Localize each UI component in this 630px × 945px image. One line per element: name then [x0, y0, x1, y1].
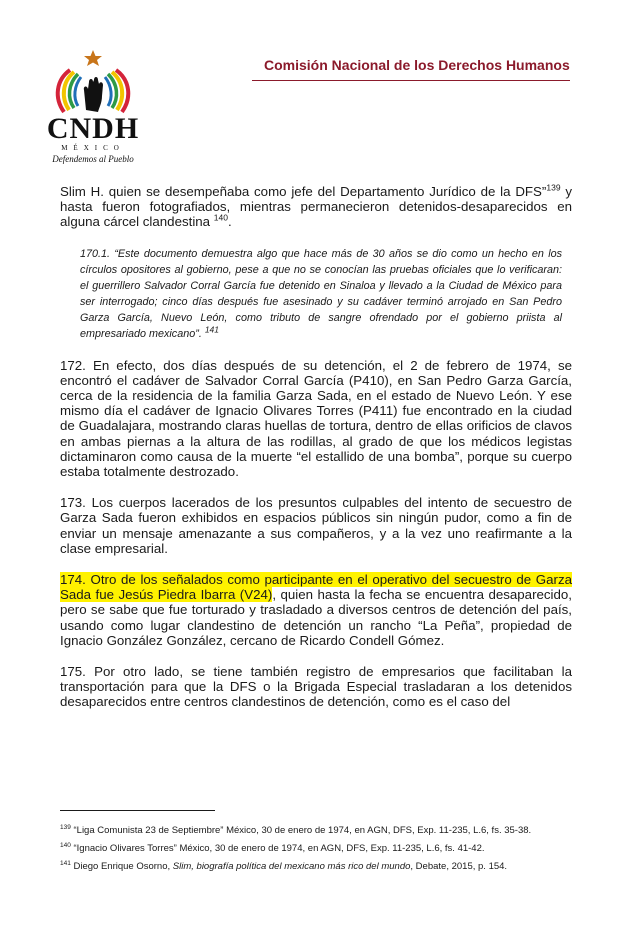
logo-country: MÉXICO: [61, 144, 125, 152]
cndh-logo: [34, 48, 154, 172]
quote-text: 170.1. “Este documento demuestra algo que hace más de 30 años se dio como un hecho en los círculos opositores al gobierno, pese a que no se conocían las pruebas oficiales que lo verificaran: el guerrillero Salvador Corral García fue detenido en Sinaloa y llevado a la Ciudad de México para ser interrogado; cinco días después fue asesinado y su cadáver terminó arrojado en San Pedro Garza García, Nuevo León, como tributo de sangre ofrendado por el gobierno priista al empresariado mexicano”.: [80, 247, 562, 340]
footnote-141: [60, 856, 572, 874]
document-body: [60, 184, 572, 726]
footnote-book-title: Slim, biografía política del mexicano más rico del mundo: [172, 861, 411, 873]
block-quote-170-1: [80, 246, 562, 342]
footnote-text: “Liga Comunista 23 de Septiembre” México, 30 de enero de 1974, en AGN, DFS, Exp. 11-235, L.6, fs. 35-38.: [73, 825, 532, 837]
footnote-text: , Debate, 2015, p. 154.: [410, 861, 508, 873]
paragraph-175: 175. Por otro lado, se tiene también registro de empresarios que facilitaban la transportación para que la DFS o la Brigada Especial trasladaran a los detenidos desaparecidos entre centros clandestinos de detención, como es el caso del: [60, 664, 572, 710]
logo-motto: Defendemos al Pueblo: [52, 154, 134, 164]
footnote-text: “Ignacio Olivares Torres” México, 30 de enero de 1974, en AGN, DFS, Exp. 11-235, L.6, fs. 41-42.: [73, 843, 485, 855]
footnotes: [60, 820, 572, 874]
wreath-hand-emblem-icon: [34, 48, 152, 118]
footnote-number: 140: [60, 842, 71, 850]
paragraph-174: [60, 572, 572, 648]
paragraph-text: .: [227, 214, 232, 230]
footnote-divider: [60, 810, 215, 811]
paragraph-text: , quien hasta la fecha se encuentra desaparecido, pero se sabe que fue torturado y trasladado a diversos centros de detención del país, usando como lugar clandestino de detención un rancho “La Peña”, propiedad de Ignacio González González, cercano de Ricardo Condell Gómez.: [60, 587, 572, 648]
paragraph-text: y hasta fueron fotografiados, mientras permanecieron detenidos-desaparecidos en alguna cárcel clandestina: [60, 184, 573, 230]
organization-name: Comisión Nacional de los Derechos Humanos: [264, 57, 570, 73]
paragraph-172: 172. En efecto, dos días después de su detención, el 2 de febrero de 1974, se encontró el cadáver de Salvador Corral García (P410), en San Pedro Garza García, cerca de la residencia de la familia Garza Sada, en el estado de Nuevo León. Y ese mismo día el cadáver de Ignacio Olivares Torres (P411) fue encontrado en la ciudad de Guadalajara, mostrando claras huellas de tortura, dentro de ellas orificios de clavos en ambas piernas a la altura de las rodillas, al grado de que los médicos legistas dictaminaron como causa de la muerte “el estallido de una bomba”, porque su cuerpo estaba totalmente destrozado.: [60, 357, 572, 480]
highlighted-text: 174. Otro de los señalados como participante en el operativo del secuestro de Garza Sada fue Jesús Piedra Ibarra (V24): [60, 572, 572, 603]
paragraph-text: Slim H. quien se desempeñaba como jefe del Departamento Jurídico de la DFS”: [60, 184, 547, 199]
footnote-ref-141[interactable]: 141: [204, 324, 220, 335]
logo-acronym: CNDH: [46, 112, 140, 145]
footnote-140: [60, 838, 572, 856]
footnote-number: 139: [60, 824, 71, 831]
paragraph-continuation: [60, 184, 572, 230]
footnote-ref-139[interactable]: 139: [546, 182, 561, 193]
paragraph-173: 173. Los cuerpos lacerados de los presuntos culpables del intento de secuestro de Garza Sada fueron exhibidos en espacios públicos sin ningún pudor, como a fin de enviar un mensaje amenazante a sus compañeros, y a la vez uno reafirmante a la clase empresarial.: [60, 495, 572, 556]
footnote-139: [60, 820, 572, 838]
footnote-ref-140[interactable]: 140: [213, 212, 228, 223]
footnote-text: Diego Enrique Osorno,: [73, 861, 173, 873]
header-divider: [252, 80, 570, 81]
footnote-number: 141: [60, 860, 71, 868]
page-header: [0, 0, 630, 175]
